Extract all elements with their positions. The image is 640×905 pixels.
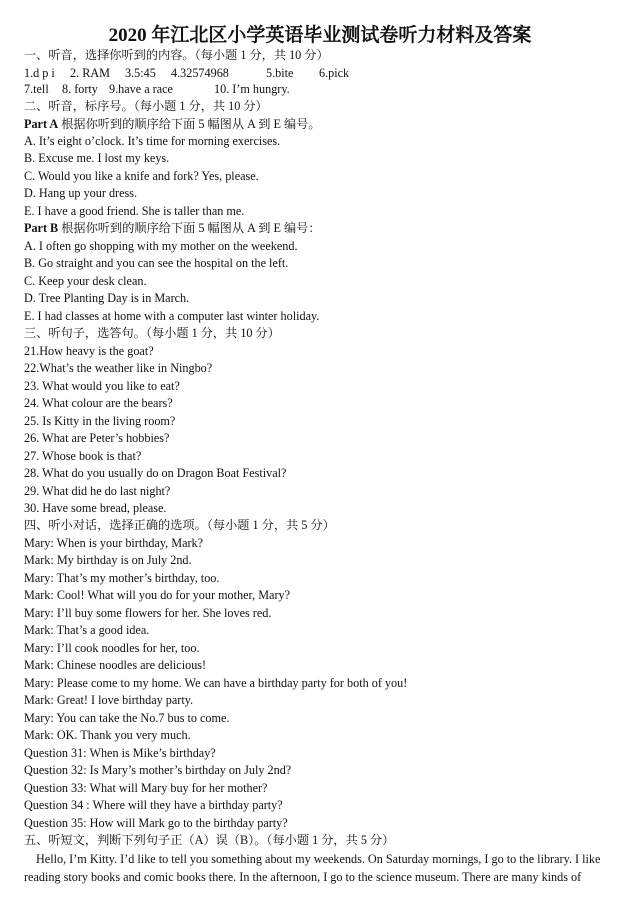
question-item: 24. What colour are the bears?: [24, 396, 173, 410]
answer-item: 8. forty: [62, 82, 98, 96]
section1-heading: 一、听音，选择你听到的内容。（每小题 1 分，共 10 分）: [24, 48, 329, 62]
part-a-item: C. Would you like a knife and fork? Yes, please.: [24, 169, 259, 183]
dialogue-question: Question 31: When is Mike’s birthday?: [24, 746, 216, 760]
dialogue-question: Question 33: What will Mary buy for her mother?: [24, 781, 268, 795]
part-a-instruction: [24, 117, 321, 132]
part-a-text: 根据你听到的顺序给下面 5 幅图从 A 到 E 编号。: [58, 117, 321, 131]
part-a-item: E. I have a good friend. She is taller than me.: [24, 204, 245, 218]
part-a-item: B. Excuse me. I lost my keys.: [24, 151, 170, 165]
dialogue-line: Mary: When is your birthday, Mark?: [24, 536, 204, 550]
dialogue-question: Question 34 : Where will they have a birthday party?: [24, 798, 283, 812]
part-a-label: Part A: [24, 117, 59, 131]
dialogue-line: Mark: Great! I love birthday party.: [24, 693, 194, 707]
answer-item: 3.5:45: [125, 66, 156, 80]
section4-heading: 四、听小对话，选择正确的选项。（每小题 1 分，共 5 分）: [24, 518, 335, 532]
dialogue-line: Mary: That’s my mother’s birthday, too.: [24, 571, 220, 585]
part-a-item: A. It’s eight o’clock. It’s time for morning exercises.: [24, 134, 281, 148]
part-b-item: E. I had classes at home with a computer last winter holiday.: [24, 309, 320, 323]
dialogue-line: Mary: You can take the No.7 bus to come.: [24, 711, 230, 725]
dialogue-line: Mary: I’ll cook noodles for her, too.: [24, 641, 200, 655]
answer-item: 5.bite: [266, 66, 294, 80]
dialogue-line: Mark: OK. Thank you very much.: [24, 728, 191, 742]
question-item: 27. Whose book is that?: [24, 449, 142, 463]
dialogue-question: Question 32: Is Mary’s mother’s birthday on July 2nd?: [24, 763, 292, 777]
part-b-item: D. Tree Planting Day is in March.: [24, 291, 190, 305]
answer-item: 4.32574968: [171, 66, 229, 80]
page-title: 2020 年江北区小学英语毕业测试卷听力材料及答案: [108, 25, 532, 46]
dialogue-line: Mary: I’ll buy some flowers for her. She loves red.: [24, 606, 272, 620]
dialogue-line: Mark: Cool! What will you do for your mother, Mary?: [24, 588, 291, 602]
part-b-text: 根据你听到的顺序给下面 5 幅图从 A 到 E 编号：: [58, 221, 321, 235]
part-b-item: B. Go straight and you can see the hospital on the left.: [24, 256, 289, 270]
question-item: 28. What do you usually do on Dragon Boat Festival?: [24, 466, 287, 480]
dialogue-question: Question 35: How will Mark go to the birthday party?: [24, 816, 288, 830]
section5-heading: 五、听短文，判断下列句子正（A）误（B）。（每小题 1 分，共 5 分）: [24, 833, 395, 847]
answer-item: 2. RAM: [70, 66, 110, 80]
answer-item: 6.pick: [319, 66, 350, 80]
part-a-item: D. Hang up your dress.: [24, 186, 138, 200]
part-b-instruction: [24, 221, 321, 236]
answer-item: 10. I’m hungry.: [214, 82, 290, 96]
section1-row2: [24, 82, 624, 97]
part-b-item: C. Keep your desk clean.: [24, 274, 147, 288]
passage-paragraph: Hello, I’m Kitty. I’d like to tell you something about my weekends. On Saturday mornings, I go to the library. I like reading story books and comic books there. In the afternoon, I go to the science museum. There are many kinds of: [24, 852, 601, 884]
section1-row1: [24, 66, 624, 81]
question-item: 26. What are Peter’s hobbies?: [24, 431, 170, 445]
dialogue-line: Mark: Chinese noodles are delicious!: [24, 658, 207, 672]
question-item: 25. Is Kitty in the living room?: [24, 414, 176, 428]
question-item: 30. Have some bread, please.: [24, 501, 167, 515]
answer-item: 1.d p i: [24, 66, 55, 80]
answer-item: 9.have a race: [109, 82, 173, 96]
question-item: 29. What did he do last night?: [24, 484, 171, 498]
question-item: 22.What’s the weather like in Ningbo?: [24, 361, 213, 375]
part-b-item: A. I often go shopping with my mother on the weekend.: [24, 239, 298, 253]
question-item: 23. What would you like to eat?: [24, 379, 180, 393]
section2-heading: 二、听音，标序号。（每小题 1 分，共 10 分）: [24, 99, 268, 113]
section3-heading: 三、听句子，选答句。（每小题 1 分，共 10 分）: [24, 326, 280, 340]
question-item: 21.How heavy is the goat?: [24, 344, 154, 358]
answer-item: 7.tell: [24, 82, 49, 96]
dialogue-line: Mary: Please come to my home. We can have a birthday party for both of you!: [24, 676, 408, 690]
part-b-label: Part B: [24, 221, 59, 235]
dialogue-line: Mark: That’s a good idea.: [24, 623, 150, 637]
dialogue-line: Mark: My birthday is on July 2nd.: [24, 553, 192, 567]
